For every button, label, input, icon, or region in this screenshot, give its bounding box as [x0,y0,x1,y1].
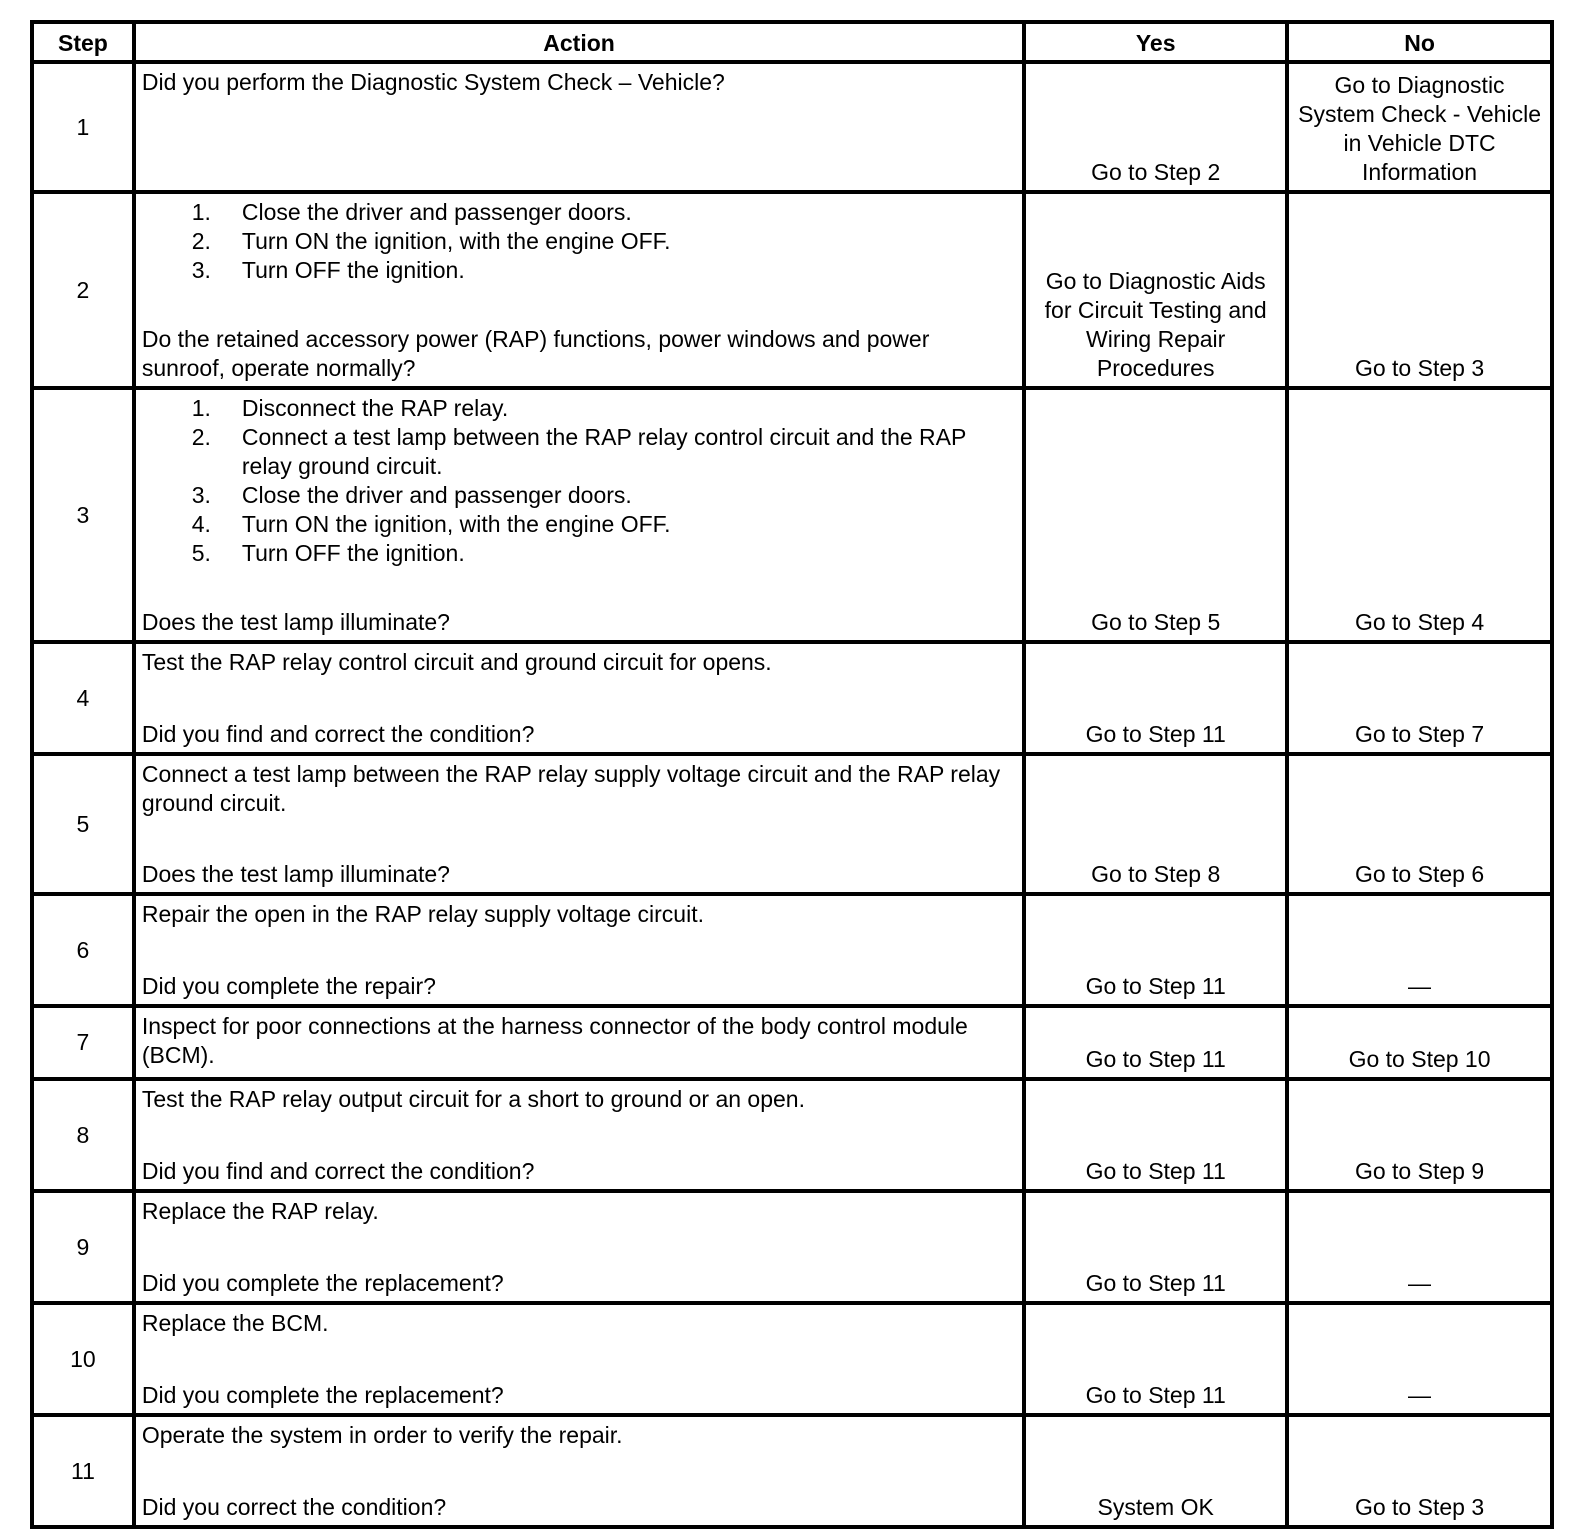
step-number: 6 [32,894,134,1006]
instruction-number: 1. [191,395,211,421]
no-answer: Go to Step 3 [1354,355,1485,381]
action-cell [134,388,1024,642]
yes-answer: Go to Step 2 [1091,159,1221,185]
action-question: Did you find and correct the condition? [141,1158,535,1184]
no-answer: Go to Diagnostic System Check - Vehicle in Vehicle DTC Information [1298,72,1541,185]
instruction-text: Close the driver and passenger doors. [241,482,632,508]
instruction-item [142,539,1008,568]
no-answer: Go to Step 6 [1354,861,1485,887]
table-row [32,388,1552,642]
instruction-number: 2. [191,228,211,254]
no-answer: Go to Step 4 [1354,609,1485,635]
yes-cell [1024,388,1287,642]
yes-cell [1024,1006,1287,1079]
instruction-number: 2. [191,424,211,450]
header-step: Step [32,22,134,62]
no-cell [1287,642,1552,754]
action-text: Replace the BCM. [141,1310,329,1336]
no-answer: Go to Step 7 [1354,721,1485,747]
table-row [32,754,1552,894]
yes-answer: Go to Step 11 [1085,973,1226,999]
step-number: 5 [32,754,134,894]
no-cell [1287,62,1552,192]
instruction-text: Turn ON the ignition, with the engine OFF. [241,228,671,254]
no-answer: — [1408,1382,1432,1408]
step-number: 10 [32,1303,134,1415]
yes-answer: Go to Step 11 [1085,1382,1226,1408]
yes-answer: Go to Step 11 [1085,721,1226,747]
instruction-item [142,256,1008,285]
instruction-text: Close the driver and passenger doors. [241,199,632,225]
no-cell [1287,1006,1552,1079]
action-question: Did you complete the replacement? [141,1382,504,1408]
instruction-number: 1. [191,199,211,225]
action-cell [134,642,1024,754]
action-cell [134,192,1024,388]
action-cell [134,1079,1024,1191]
no-cell [1287,754,1552,894]
instruction-item [142,423,1008,481]
instruction-text: Disconnect the RAP relay. [241,395,509,421]
no-cell [1287,1191,1552,1303]
action-question: Does the test lamp illuminate? [141,609,450,635]
no-answer: Go to Step 10 [1348,1046,1491,1072]
step-number: 9 [32,1191,134,1303]
yes-cell [1024,1079,1287,1191]
action-text: Test the RAP relay control circuit and ground circuit for opens. [141,649,772,675]
action-question: Did you complete the replacement? [141,1270,504,1296]
no-cell [1287,894,1552,1006]
instruction-number: 5. [191,540,211,566]
action-cell [134,1303,1024,1415]
yes-answer: Go to Step 8 [1091,861,1221,887]
action-cell [134,1415,1024,1527]
instruction-item [142,198,1008,227]
instruction-list [142,198,1008,285]
instruction-text: Turn OFF the ignition. [241,540,465,566]
instruction-item [142,510,1008,539]
action-cell [134,894,1024,1006]
instruction-number: 4. [191,511,211,537]
table-row [32,1079,1552,1191]
action-cell [134,754,1024,894]
instruction-text: Turn OFF the ignition. [241,257,465,283]
action-text: Operate the system in order to verify the repair. [141,1422,623,1448]
table-row [32,642,1552,754]
step-number: 11 [32,1415,134,1527]
instruction-list [142,394,1008,568]
step-number: 2 [32,192,134,388]
yes-answer: System OK [1097,1494,1214,1520]
action-cell [134,62,1024,192]
yes-answer: Go to Step 11 [1085,1270,1226,1296]
no-answer: Go to Step 3 [1354,1494,1485,1520]
step-number: 4 [32,642,134,754]
action-text: Inspect for poor connections at the harness connector of the body control module (BCM). [141,1013,968,1068]
yes-cell [1024,1303,1287,1415]
yes-answer: Go to Step 11 [1085,1046,1226,1072]
table-row [32,62,1552,192]
yes-cell [1024,894,1287,1006]
yes-cell [1024,192,1287,388]
action-text: Connect a test lamp between the RAP relay supply voltage circuit and the RAP relay ground circuit. [141,761,1001,816]
instruction-number: 3. [191,482,211,508]
no-cell [1287,388,1552,642]
table-row [32,1303,1552,1415]
header-row [32,22,1552,62]
step-number: 1 [32,62,134,192]
header-no: No [1287,22,1552,62]
table-row [32,1006,1552,1079]
no-cell [1287,1415,1552,1527]
step-number: 8 [32,1079,134,1191]
no-cell [1287,192,1552,388]
action-cell [134,1191,1024,1303]
action-question: Does the test lamp illuminate? [141,861,450,887]
table-row [32,192,1552,388]
step-number: 3 [32,388,134,642]
no-answer: — [1408,1270,1432,1296]
yes-cell [1024,62,1287,192]
step-number: 7 [32,1006,134,1079]
instruction-item [142,481,1008,510]
instruction-item [142,394,1008,423]
action-text: Repair the open in the RAP relay supply voltage circuit. [141,901,704,927]
instruction-text: Turn ON the ignition, with the engine OFF. [241,511,671,537]
action-text: Replace the RAP relay. [141,1198,379,1224]
no-answer: Go to Step 9 [1354,1158,1485,1184]
diagnostic-table [30,20,1554,1529]
instruction-number: 3. [191,257,211,283]
yes-cell [1024,1415,1287,1527]
yes-answer: Go to Diagnostic Aids for Circuit Testing and Wiring Repair Procedures [1044,268,1267,381]
table-row [32,894,1552,1006]
yes-cell [1024,642,1287,754]
action-text: Did you perform the Diagnostic System Check – Vehicle? [141,69,725,95]
instruction-text: Connect a test lamp between the RAP relay control circuit and the RAP relay ground circuit. [241,424,966,479]
table-row [32,1191,1552,1303]
action-cell [134,1006,1024,1079]
header-yes: Yes [1024,22,1287,62]
table-row [32,1415,1552,1527]
header-action: Action [134,22,1024,62]
no-answer: — [1408,973,1432,999]
action-question: Did you find and correct the condition? [141,721,535,747]
yes-cell [1024,1191,1287,1303]
action-text: Test the RAP relay output circuit for a short to ground or an open. [141,1086,805,1112]
yes-answer: Go to Step 5 [1091,609,1221,635]
no-cell [1287,1303,1552,1415]
yes-cell [1024,754,1287,894]
no-cell [1287,1079,1552,1191]
action-question: Do the retained accessory power (RAP) functions, power windows and power sunroof, operate normally? [141,326,930,381]
yes-answer: Go to Step 11 [1085,1158,1226,1184]
action-question: Did you complete the repair? [141,973,436,999]
instruction-item [142,227,1008,256]
action-question: Did you correct the condition? [141,1494,447,1520]
